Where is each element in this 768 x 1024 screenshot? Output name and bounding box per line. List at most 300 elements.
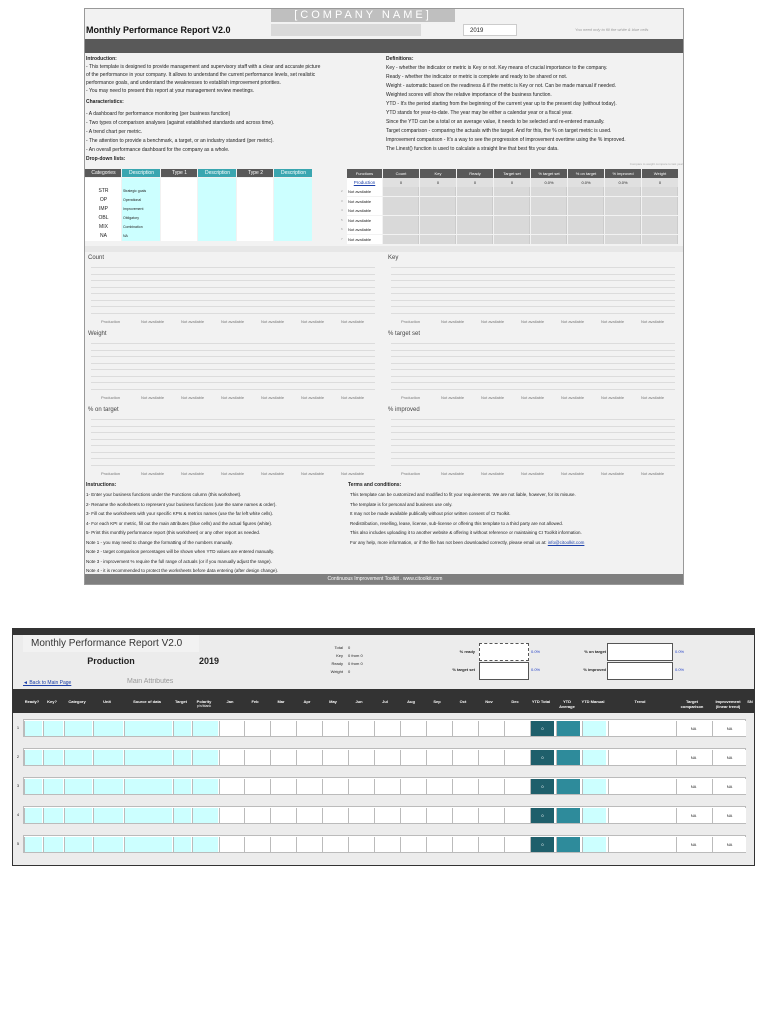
pct-ready-box — [479, 643, 529, 661]
fn-header: Functions — [347, 169, 382, 178]
month-cell[interactable] — [504, 808, 528, 823]
key-label: Key — [336, 653, 343, 658]
fn-empty-cell — [568, 187, 604, 196]
chart-x-label: Not available — [181, 395, 205, 400]
contact-email-link[interactable]: info@citoolkit.com — [547, 539, 585, 545]
row-number: 2 — [16, 754, 20, 759]
chart-gridline — [91, 369, 375, 370]
month-cell[interactable] — [478, 779, 502, 794]
chart-gridline — [91, 389, 375, 390]
chart-x-label: Not available — [341, 319, 365, 324]
column-header: Dec — [511, 699, 519, 704]
attribute-cell[interactable] — [43, 808, 63, 823]
terms-line — [350, 500, 680, 509]
chart-gridline — [91, 426, 375, 427]
fn-empty-cell — [383, 225, 419, 234]
month-cell[interactable] — [478, 808, 502, 823]
fn-empty-cell — [420, 225, 456, 234]
back-to-main-link[interactable]: ◄ Back to Main Page — [23, 680, 72, 686]
month-cell[interactable] — [374, 779, 398, 794]
fn-empty-cell — [494, 187, 530, 196]
ready-value: 0 from 0 — [348, 661, 363, 666]
intro-line: - You may need to present this report at your management review meetings. — [86, 88, 255, 94]
ytd-average-cell — [556, 837, 580, 852]
chart-x-label: Not available — [481, 319, 505, 324]
fn-name[interactable]: Not available — [347, 187, 382, 196]
dd-cell[interactable] — [161, 223, 197, 232]
attribute-cell[interactable] — [93, 721, 123, 736]
attribute-cell[interactable] — [24, 779, 42, 794]
month-cell[interactable] — [478, 721, 502, 736]
chart-title: Key — [388, 255, 399, 261]
attribute-cell[interactable] — [43, 750, 63, 765]
dd-cell[interactable] — [274, 223, 312, 232]
function-sheet — [12, 628, 755, 866]
functions-note: Compare to weight compare to last year — [629, 162, 683, 166]
column-header: Nov — [485, 699, 493, 704]
target-comparison-cell: NA — [676, 837, 710, 852]
fn-empty-cell — [457, 216, 493, 225]
definition-line: Key - whether the indicator or metric is Key or not. Key means of crucial importance to the company. — [386, 65, 608, 71]
characteristics-line: - An overall performance dashboard for the company as a whole. — [86, 147, 230, 153]
dd-cell[interactable] — [274, 205, 312, 214]
chart-gridline — [91, 350, 375, 351]
month-cell[interactable] — [270, 837, 294, 852]
attribute-cell[interactable] — [173, 779, 191, 794]
month-cell[interactable] — [322, 721, 346, 736]
terms-text: It may not be made available publically without prior written consent of CI Toolkit. — [350, 511, 511, 516]
dd-cell[interactable] — [274, 196, 312, 205]
dd-category-desc[interactable]: Obligatory — [122, 214, 160, 223]
dd-cell[interactable] — [161, 205, 197, 214]
fn-empty-cell — [605, 206, 641, 215]
chart-gridline — [391, 343, 675, 344]
month-cell[interactable] — [244, 808, 268, 823]
column-header: Jun — [355, 699, 363, 704]
chart-gridline — [391, 419, 675, 420]
dd-cell[interactable] — [237, 205, 273, 214]
month-cell[interactable] — [426, 837, 450, 852]
chart-weight — [85, 329, 381, 403]
month-cell[interactable] — [348, 837, 372, 852]
column-header: Oct — [459, 699, 467, 704]
attribute-cell[interactable] — [192, 808, 218, 823]
month-cell[interactable] — [426, 721, 450, 736]
fn-empty-cell — [457, 206, 493, 215]
dd-category-desc[interactable]: Improvement — [122, 205, 160, 214]
chart-x-label: Not available — [561, 395, 585, 400]
dd-header: Type 1 — [161, 169, 197, 177]
chart-x-label: Not available — [261, 471, 285, 476]
attribute-cell[interactable] — [192, 750, 218, 765]
ytd-manual-cell[interactable] — [582, 750, 606, 765]
attribute-cell[interactable] — [124, 779, 172, 794]
attribute-cell[interactable] — [64, 721, 92, 736]
chart-gridline — [391, 287, 675, 288]
chart-gridline — [391, 452, 675, 453]
attribute-cell[interactable] — [24, 721, 42, 736]
column-header: Polarity — [196, 699, 212, 704]
attribute-cell[interactable] — [124, 721, 172, 736]
terms-text: The template is for personal and business use only. — [350, 501, 453, 507]
dd-cell[interactable] — [161, 214, 197, 223]
fn-empty-cell — [642, 216, 678, 225]
month-cell[interactable] — [426, 808, 450, 823]
month-cell[interactable] — [270, 721, 294, 736]
dd-category-desc[interactable]: Operational — [122, 196, 160, 205]
month-cell[interactable] — [374, 837, 398, 852]
fn-value: 0 — [383, 178, 419, 187]
column-header: Trend — [634, 699, 646, 704]
attribute-cell[interactable] — [192, 837, 218, 852]
trend-cell — [608, 837, 674, 852]
dd-category-code[interactable]: STR — [85, 187, 121, 196]
month-cell[interactable] — [296, 750, 320, 765]
attribute-cell[interactable] — [93, 837, 123, 852]
dd-category-code[interactable]: OBL — [85, 214, 121, 223]
terms-text: This also includes uploading it to another website & offering it without reference or maintaining CI Toolkit information. — [350, 530, 582, 535]
dd-cell[interactable] — [237, 214, 273, 223]
chart-x-label: Not available — [521, 319, 545, 324]
chart-x-label: Not available — [441, 319, 465, 324]
dd-cell[interactable] — [198, 196, 236, 205]
fn-name[interactable]: Not available — [347, 225, 382, 234]
column-header: Unit — [103, 699, 111, 704]
chart-gridline — [91, 287, 375, 288]
terms-line — [350, 528, 680, 537]
chart-gridline — [91, 376, 375, 377]
fn-empty-cell — [642, 187, 678, 196]
target-comparison-cell: NA — [676, 721, 710, 736]
fn-empty-cell — [642, 235, 678, 244]
month-cell[interactable] — [374, 808, 398, 823]
month-cell[interactable] — [374, 721, 398, 736]
chart-gridline — [391, 432, 675, 433]
fn-empty-cell — [605, 225, 641, 234]
chart-x-label: Not available — [561, 471, 585, 476]
dd-header: Description — [198, 169, 236, 177]
main-attributes-label: Main Attributes — [127, 678, 174, 685]
ytd-manual-cell[interactable] — [582, 837, 606, 852]
attribute-cell[interactable] — [24, 837, 42, 852]
dd-category-code[interactable]: IMP — [85, 205, 121, 214]
dd-cell[interactable] — [122, 178, 160, 187]
fn-name[interactable]: Not available — [347, 206, 382, 215]
month-cell[interactable] — [400, 808, 424, 823]
month-cell[interactable] — [348, 750, 372, 765]
definition-line: YTD stands for year-to-date. The year may be either a calendar year or a fiscal year. — [386, 110, 573, 116]
ytd-total-cell: 0 — [530, 750, 554, 765]
column-header: YTD Manual — [581, 699, 605, 704]
fn-empty-cell — [420, 187, 456, 196]
chart-gridline — [391, 274, 675, 275]
month-cell[interactable] — [478, 837, 502, 852]
column-header: Jan — [226, 699, 234, 704]
dd-category-code[interactable]: OP — [85, 196, 121, 205]
dropdown-heading: Drop-down lists: — [86, 156, 126, 162]
dd-cell[interactable] — [161, 187, 197, 196]
month-cell[interactable] — [452, 750, 476, 765]
row-number: 1 — [16, 725, 20, 730]
fn-empty-cell — [642, 206, 678, 215]
month-cell[interactable] — [244, 721, 268, 736]
chart-gridline — [391, 293, 675, 294]
chart-title: Weight — [88, 331, 107, 337]
instruction-line: Note 3 - improvement % require the full range of actuals (or if you manually adjust the range). — [86, 558, 272, 564]
year-cell[interactable]: 2019 — [463, 24, 517, 36]
terms-line — [350, 519, 680, 528]
improvement-cell: NA — [712, 721, 746, 736]
fn-empty-cell — [494, 206, 530, 215]
fn-empty-cell — [605, 197, 641, 206]
attribute-cell[interactable] — [64, 779, 92, 794]
dd-category-code[interactable]: MIX — [85, 223, 121, 232]
month-cell[interactable] — [322, 837, 346, 852]
month-cell[interactable] — [400, 721, 424, 736]
dd-cell[interactable] — [198, 187, 236, 196]
column-header: YTD Average — [559, 699, 575, 709]
dd-category-code[interactable]: NA — [85, 232, 121, 241]
dd-cell[interactable] — [237, 196, 273, 205]
attribute-cell[interactable] — [173, 721, 191, 736]
attribute-cell[interactable] — [24, 750, 42, 765]
dd-cell[interactable] — [274, 187, 312, 196]
month-cell[interactable] — [296, 721, 320, 736]
weight-label: Weight — [330, 669, 343, 674]
dd-cell[interactable] — [85, 178, 121, 187]
characteristics-heading: Characteristics: — [86, 99, 124, 105]
attribute-cell[interactable] — [173, 750, 191, 765]
attribute-cell[interactable] — [124, 808, 172, 823]
dd-cell[interactable] — [161, 196, 197, 205]
ytd-manual-cell[interactable] — [582, 808, 606, 823]
month-cell[interactable] — [219, 837, 243, 852]
chart-x-label: Not available — [601, 395, 625, 400]
fn-empty-cell — [531, 235, 567, 244]
month-cell[interactable] — [374, 750, 398, 765]
ytd-manual-cell[interactable] — [582, 721, 606, 736]
month-cell[interactable] — [244, 779, 268, 794]
attribute-cell[interactable] — [124, 837, 172, 852]
trend-cell — [608, 750, 674, 765]
chart-gridline — [91, 363, 375, 364]
chart-gridline — [391, 267, 675, 268]
month-cell[interactable] — [270, 750, 294, 765]
month-cell[interactable] — [322, 808, 346, 823]
fn-header: Key — [420, 169, 456, 178]
fn-link-production[interactable]: Production — [347, 178, 382, 187]
month-cell[interactable] — [426, 779, 450, 794]
attribute-cell[interactable] — [64, 750, 92, 765]
kpi-row — [23, 719, 746, 737]
fn-empty-cell — [642, 197, 678, 206]
month-cell[interactable] — [270, 779, 294, 794]
chart-x-label: Not available — [561, 319, 585, 324]
dd-category-desc[interactable]: NA — [122, 232, 160, 241]
month-cell[interactable] — [452, 837, 476, 852]
instruction-line: Note 1 - you may need to change the formatting of the numbers manually. — [86, 539, 233, 545]
pct-target-set-box — [479, 662, 529, 680]
definition-line: Target comparison - comparing the actuals with the target. And for this, the % on target metric is used. — [386, 128, 612, 134]
month-cell[interactable] — [322, 750, 346, 765]
ytd-total-cell: 0 — [530, 779, 554, 794]
attribute-cell[interactable] — [64, 808, 92, 823]
month-cell[interactable] — [504, 779, 528, 794]
attribute-cell[interactable] — [93, 750, 123, 765]
chart-gridline — [91, 274, 375, 275]
ytd-average-cell — [556, 750, 580, 765]
definition-line: Improvement comparison - It's a way to see the progression of improvement overtime using the % improved. — [386, 137, 626, 143]
month-cell[interactable] — [348, 721, 372, 736]
fn-header: % on target — [568, 169, 604, 178]
report-title: Monthly Performance Report V2.0 — [86, 25, 231, 35]
month-cell[interactable] — [348, 808, 372, 823]
fn-empty-cell — [568, 206, 604, 215]
attribute-cell[interactable] — [93, 808, 123, 823]
attribute-cell[interactable] — [124, 750, 172, 765]
pct-ready-label: % ready — [459, 649, 475, 654]
characteristics-line: - Two types of comparison analyses (against established standards and across time). — [86, 120, 275, 126]
month-cell[interactable] — [426, 750, 450, 765]
chart-x-label: Production — [401, 319, 421, 324]
month-cell[interactable] — [244, 750, 268, 765]
chart-gridline — [91, 293, 375, 294]
month-cell[interactable] — [244, 837, 268, 852]
month-cell[interactable] — [478, 750, 502, 765]
pct-target-set-label: % target set — [452, 667, 475, 672]
dd-cell[interactable] — [237, 232, 273, 241]
chart-gridline — [391, 313, 675, 314]
fn-empty-cell — [568, 235, 604, 244]
fn-header: Count — [383, 169, 419, 178]
month-cell[interactable] — [348, 779, 372, 794]
dd-cell[interactable] — [237, 187, 273, 196]
month-cell[interactable] — [504, 750, 528, 765]
characteristics-line: - A dashboard for performance monitoring (per business function) — [86, 111, 231, 117]
fn-name[interactable]: Not available — [347, 197, 382, 206]
chart-x-label: Not available — [221, 395, 245, 400]
dd-cell[interactable] — [198, 232, 236, 241]
month-cell[interactable] — [452, 808, 476, 823]
chart-x-label: Not available — [141, 319, 165, 324]
dd-cell[interactable] — [237, 223, 273, 232]
ytd-manual-cell[interactable] — [582, 779, 606, 794]
fn-name[interactable]: Not available — [347, 235, 382, 244]
chart--target-set — [385, 329, 681, 403]
fn-header: Target set — [494, 169, 530, 178]
month-cell[interactable] — [504, 721, 528, 736]
month-cell[interactable] — [219, 750, 243, 765]
fn-name[interactable]: Not available — [347, 216, 382, 225]
dd-category-desc[interactable]: Strategic goals — [122, 187, 160, 196]
instruction-line: Note 4 - it is recommended to protect the worksheets before data entering (after design change). — [86, 568, 279, 573]
instructions-heading: Instructions: — [86, 482, 117, 488]
chart-gridline — [91, 306, 375, 307]
attribute-cell[interactable] — [24, 808, 42, 823]
chart-gridline — [91, 343, 375, 344]
chart-gridline — [391, 376, 675, 377]
month-cell[interactable] — [452, 721, 476, 736]
attribute-cell[interactable] — [173, 837, 191, 852]
month-cell[interactable] — [400, 750, 424, 765]
dashboard-sheet — [84, 8, 684, 585]
chart-x-label: Production — [101, 319, 121, 324]
attribute-cell[interactable] — [192, 721, 218, 736]
column-header: Feb — [251, 699, 259, 704]
month-cell[interactable] — [219, 808, 243, 823]
chart-x-label: Not available — [641, 395, 665, 400]
function-name: Production — [87, 656, 135, 666]
dd-cell[interactable] — [274, 214, 312, 223]
dd-cell[interactable] — [161, 178, 197, 187]
row-number: 5 — [16, 841, 20, 846]
instruction-line: 5- Print this monthly performance report (this worksheet) or any other report as needed. — [86, 530, 261, 535]
month-cell[interactable] — [270, 808, 294, 823]
chart-gridline — [391, 439, 675, 440]
dd-cell[interactable] — [161, 232, 197, 241]
month-cell[interactable] — [219, 721, 243, 736]
month-cell[interactable] — [504, 837, 528, 852]
attribute-cell[interactable] — [93, 779, 123, 794]
attribute-cell[interactable] — [173, 808, 191, 823]
month-cell[interactable] — [400, 779, 424, 794]
attribute-cell[interactable] — [43, 779, 63, 794]
intro-line: - This template is designed to provide management and supervisory staff with a clear and accurate picture — [86, 64, 321, 70]
dd-cell[interactable] — [274, 178, 312, 187]
month-cell[interactable] — [322, 779, 346, 794]
target-comparison-cell: NA — [676, 779, 710, 794]
attribute-cell[interactable] — [192, 779, 218, 794]
month-cell[interactable] — [219, 779, 243, 794]
chart-gridline — [91, 300, 375, 301]
chart-gridline — [391, 306, 675, 307]
column-header: May — [329, 699, 337, 704]
attribute-cell[interactable] — [43, 837, 63, 852]
dd-cell[interactable] — [198, 223, 236, 232]
attribute-cell[interactable] — [43, 721, 63, 736]
month-cell[interactable] — [400, 837, 424, 852]
chart-x-label: Not available — [301, 395, 325, 400]
dd-cell[interactable] — [198, 205, 236, 214]
pct-on-target-box — [607, 643, 673, 661]
fn-empty-cell — [457, 197, 493, 206]
target-comparison-cell: NA — [676, 808, 710, 823]
month-cell[interactable] — [296, 779, 320, 794]
column-header: Ready? — [24, 699, 40, 704]
month-cell[interactable] — [296, 837, 320, 852]
dd-cell[interactable] — [198, 178, 236, 187]
dd-category-desc[interactable]: Combination — [122, 223, 160, 232]
ytd-average-cell — [556, 779, 580, 794]
company-name[interactable]: [COMPANY NAME] — [271, 9, 455, 22]
chart-gridline — [391, 350, 675, 351]
chart-gridline — [391, 445, 675, 446]
month-cell[interactable] — [296, 808, 320, 823]
month-cell[interactable] — [452, 779, 476, 794]
column-header: Mar — [277, 699, 285, 704]
chart-title: % improved — [388, 407, 420, 413]
dd-cell[interactable] — [198, 214, 236, 223]
fn-empty-cell — [383, 187, 419, 196]
terms-text: This template can be customized and modified to fit your requirements. We are not liable, however, for its misuse. — [350, 492, 576, 497]
target-comparison-cell: NA — [676, 750, 710, 765]
attribute-cell[interactable] — [64, 837, 92, 852]
pct-ready-value: 0.0% — [531, 649, 541, 654]
fn-empty-cell — [383, 206, 419, 215]
improvement-cell: NA — [712, 837, 746, 852]
dd-cell[interactable] — [237, 178, 273, 187]
dd-cell[interactable] — [274, 232, 312, 241]
